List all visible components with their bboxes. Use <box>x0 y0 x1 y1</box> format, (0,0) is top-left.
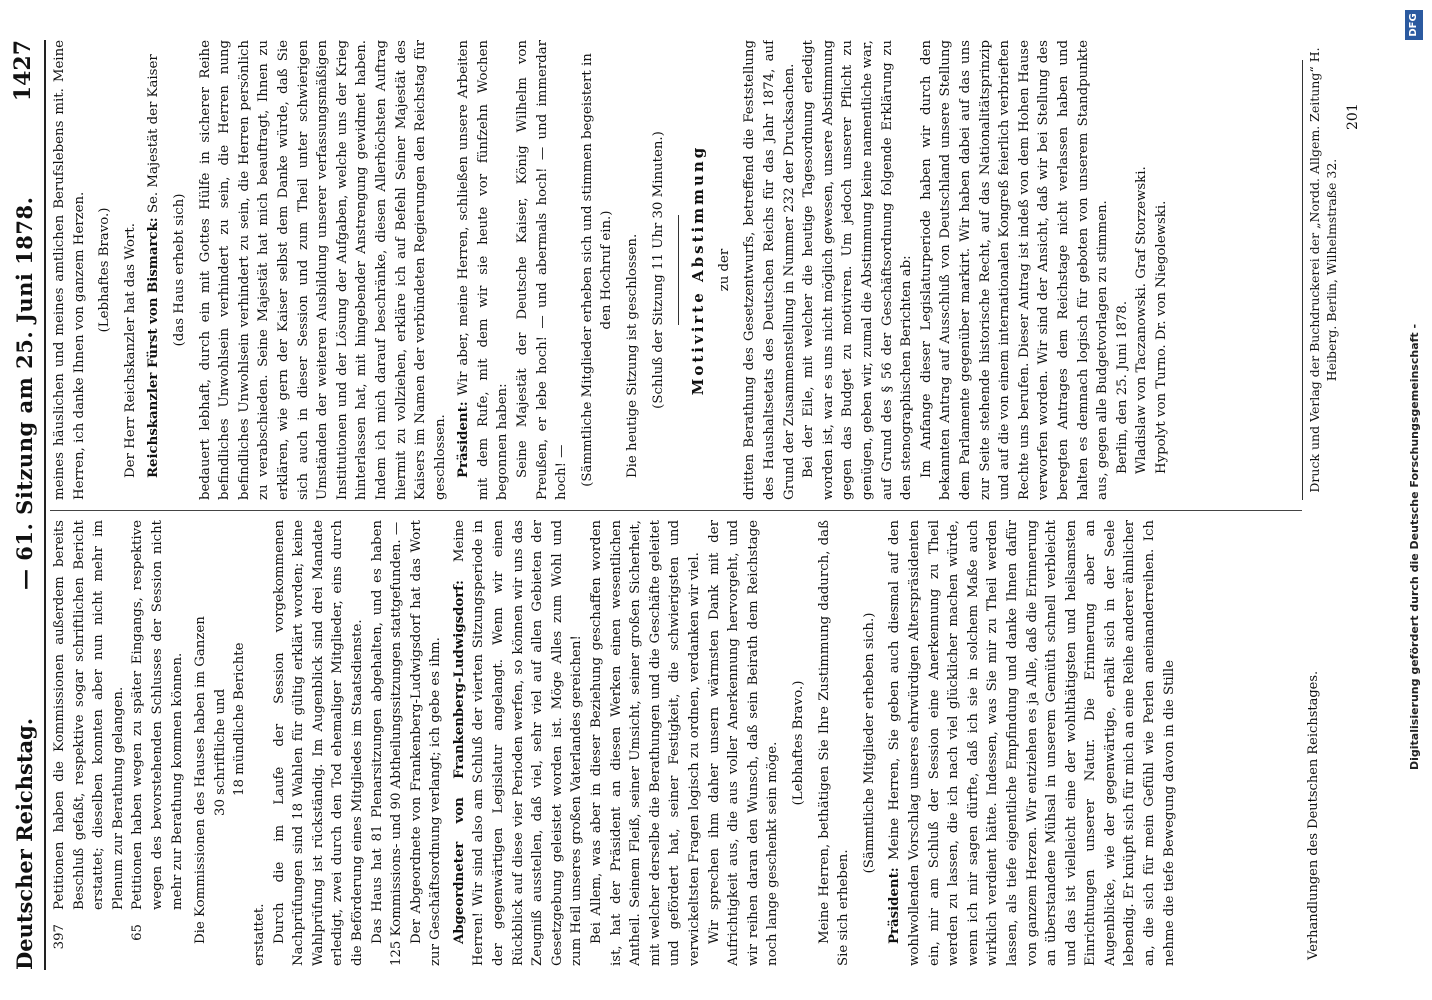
section-title: Motivirte Abstimmung <box>689 144 708 396</box>
total-line: 30 schriftliche und <box>212 688 228 816</box>
close-time: (Schluß der Sitzung 11 Uhr 30 Minuten.) <box>650 131 666 409</box>
paragraph: Seine Majestät der Deutsche Kaiser, König Wilhelm von Preußen, er lebe hoch! — und abermals hoch! — und immerdar hoch! — <box>515 40 570 500</box>
page-header <box>8 40 42 970</box>
list-number: 397 <box>52 924 67 950</box>
list-text: Petitionen haben die Kommissionen außerdem bereits Beschluß gefaßt, respektive sogar schriftlichen Bericht erstattet; dieselben konnten aber nun nicht mehr im Plenum zur Berathung gelangen. <box>52 520 126 910</box>
left-column <box>50 520 1302 966</box>
speaker-name: Abgeordneter von Frankenberg-Ludwigsdorf: <box>451 580 467 944</box>
speech-paragraph <box>454 40 513 500</box>
stage-direction: (Sämmtliche Mitglieder erheben sich und stimmen begeistert in den Hochruf ein.) <box>579 53 615 487</box>
digitization-note: Digitalisierung gefördert durch die Deutsche Forschungsgemeinschaft - <box>1408 323 1421 770</box>
paragraph: Die Kommissionen des Hauses haben im Ganzen <box>193 616 209 944</box>
paragraph: dritten Berathung des Gesetzentwurfs, betreffend die Feststellung des Haushaltsetats des Deutschen Reichs für das Jahr 1874, auf Grund der Zusammenstellung in Nummer 232 der Drucksachen. <box>742 40 797 500</box>
paragraph: Das Haus hat 81 Plenarsitzungen abgehalten, und es haben 125 Kommissions- und 90 Abtheilungssitzungen stattgefunden. — <box>369 520 405 966</box>
speech-text: Wir aber, meine Herren, schließen unsere Arbeiten mit dem Rufe, mit dem wir sie heute vor fünfzehn Wochen begonnen haben: <box>456 40 511 500</box>
list-item <box>128 520 187 966</box>
column-divider <box>50 510 1302 511</box>
paragraph: bedauert lebhaft, durch ein mit Gottes Hülfe in sicherer Reihe befindliches Unwohlsein verhindert zu sein, die Herren nung befindliches Unwohlsein verhindert zu sein, die Herren persönlich zu verabschieden. Seine Majestät hat mich beauftragt, Ihnen zu erklären, wie gern der Kaiser selbst dem Danke würde, daß Sie sich auch in dieser Session und zum Theil unter schwierigen Umständen der weiteren Ausbildung unserer verfassungsmäßigen Institutionen und der Lösung der Aufgaben, welche uns der Krieg hinterlassen hat, mit hingebender Anstrengung gewidmet haben. Indem ich mich darauf beschränke, diesen Allerhöchsten Auftrag hiermit zu vollziehen, erkläre ich auf Befehl Seiner Majestät des Kaisers im Namen der verbündeten Regierungen den Reichstag für geschlossen. <box>197 40 448 500</box>
header-center: — 61. Sitzung am 25. Juni 1878. <box>12 196 37 590</box>
stage-direction: (Lebhaftes Bravo.) <box>97 207 113 333</box>
stage-direction: (das Haus erhebt sich) <box>171 193 187 347</box>
stage-direction: (Sämmtliche Mitglieder erheben sich.) <box>861 612 877 874</box>
dfg-logo: DFG <box>1405 10 1423 40</box>
total-line: 18 mündliche Berichte <box>232 642 248 796</box>
header-rule <box>44 40 46 970</box>
list-item <box>50 520 128 966</box>
right-column <box>50 40 1302 500</box>
paragraph: Bei der Eile, mit welcher die heutige Tagesordnung erledigt worden ist, war es uns nicht möglich gewesen, unsere Abstimmung gegen das Budget zu motiviren. Um jedoch unserer Pflicht zu genügen, geben wir, zumal die Abstimmung keine namentliche war, auf Grund des § 56 der Geschäftsordnung folgende Erklärung zu den stenographischen Berichten ab: <box>801 40 915 500</box>
list-number: 65 <box>130 924 146 941</box>
date-place: Berlin, den 25. Juni 1878. <box>1114 300 1130 474</box>
speaker-name: Präsident: <box>456 401 472 478</box>
header-left: Deutscher Reichstag. <box>12 717 37 970</box>
section-rule <box>678 215 679 325</box>
speech-paragraph <box>144 40 164 500</box>
imprint: Druck und Verlag der Buchdruckerei der „Nordd. Allgem. Zeitung“ H. Heiberg. Berlin, Wilhelmstraße 32. <box>1307 47 1339 493</box>
speech-text: Meine Herren, Sie geben auch diesmal auf den wohlwollenden Vorschlag unseres ehrwürdigen Alterspräsidenten ein, mir am Schluß der Session eine Anerkennung zu Theil werden zu lassen, die ich nach viel glücklicher machen würde, wenn ich mir sagen dürfte, daß ich sie in solchem Maße auch wirklich verdient hätte. Indessen, was Sie mir zu Theil werden lassen, als tiefe eigentliche Empfindung und danke Ihnen dafür von ganzem Herzen. Wir entziehen es ja Alle, daß die Erinnerung an überstandene Mühsal in unserem Gemüth schnell verbleicht und das ist vielleicht eine der wohlthätigsten und heilsamsten Einrichtungen unserer Natur. Die Erinnerung aber an Augenblicke, wie der gegenwärtige, erhält sich in der Seele lebendig. Er knüpft sich für mich an eine Reihe anderer ähnlicher an, die sich für mein Gefühl wie Perlen aneinanderreihen. Ich nehme die tiefe Bewegung davon in die Stille <box>887 520 1177 966</box>
stage-direction: (Lebhaftes Bravo.) <box>790 680 806 806</box>
paragraph: Bei Allem, was aber in dieser Beziehung geschaffen worden ist, hat der Präsident an diesen Werken einen wesentlichen Antheil. Seinem Fleiß, seiner Umsicht, seiner großen Sicherheit, mit welcher derselbe die Berathungen und die Geschäfte geleitet und gefördert hat, seiner Festigkeit, die schwierigsten und verwickeltsten Fragen logisch zu ordnen, verdanken wir viel. <box>589 520 702 966</box>
list-text: Petitionen haben wegen zu später Eingangs, respektive wegen des bevorstehenden Schlusses der Session nicht mehr zur Berathung kommen können. <box>130 520 185 910</box>
digitization-strip <box>1400 0 1430 1000</box>
page-number: 1427 <box>10 40 36 102</box>
paragraph: Im Anfange dieser Legislaturperiode haben wir durch den bekannten Antrag auf Ausschluß von Deutschland unsere Stellung dem Parlamente gegenüber markirt. Wir haben dabei auf das uns zur Seite stehende historische Recht, auf das Nationalitätsprinzip und auf die von einem internationalen Kongreß feierlich verbrieften Rechte uns berufen. Dieser Antrag ist indeß von dem Hohen Hause verworfen worden. Wir sind der Ansicht, daß wir bei Stellung des beregten Antrages dem Reichstage nicht verlassen haben und halten es demnach logisch für geboten von unserem Standpunkte aus, gegen alle Budgetvorlagen zu stimmen. <box>918 40 1111 500</box>
signatures: Hypolyt von Turno. Dr. von Niegolewski. <box>1153 200 1169 474</box>
speaker-name: Präsident: <box>887 867 903 944</box>
speech-text: Se. Majestät der Kaiser <box>146 54 162 214</box>
paragraph: Meine Herren, bethätigen Sie Ihre Zustimmung dadurch, daß Sie sich erheben. <box>816 520 852 966</box>
speech-text: Meine Herren! Wir sind also am Schluß der vierten Sitzungsperiode in der gegenwärtigen Legislatur angelangt. Wenn wir einen Rückblick auf diese vier Perioden werfen, so können wir uns das Zeugniß ausstellen, daß viel, sehr viel auf allen Gebieten der Gesetzgebung geleistet worden ist. Möge Alles zum Wohl und zum Heil unseres großen Vaterlandes gereichen! <box>451 520 585 966</box>
speech-paragraph <box>450 520 587 966</box>
speech-paragraph <box>885 520 1179 966</box>
footer-note: Verhandlungen des Deutschen Reichstages. <box>1306 670 1321 960</box>
paragraph: Der Herr Reichskanzler hat das Wort. <box>122 223 138 478</box>
paragraph: Wir sprechen ihm daher unsern wärmsten Dank mit der Aufrichtigkeit aus, die aus voller Anerkennung hervorgeht, und wir reihen daran den Wunsch, daß sein Beirath dem Reichstage noch lange geschenkt sein möge. <box>706 520 781 966</box>
paragraph: meines häuslichen und meines amtlichen Berufslebens mit. Meine Herren, ich danke Ihnen von ganzem Herzen. <box>52 40 87 500</box>
paragraph: Durch die im Laufe der Session vorgekommenen Nachprüfungen sind 18 Wahlen für gültig erklärt worden; keine Wahlprüfung ist rückständig. Im Augenblick sind drei Mandate erledigt, zwei durch den Tod ehemaliger Mitglieder, eins durch die Beförderung eines Mitgliedes im Staatsdienste. <box>271 520 365 966</box>
signatures: Wladislaw von Taczanowski. Graf Storzewski. <box>1134 166 1150 474</box>
paragraph: Der Abgeordnete von Frankenberg-Ludwigsdorf hat das Wort zur Geschäftsordnung verlangt; ich gebe es ihm. <box>408 520 444 966</box>
speaker-name: Reichskanzler Fürst von Bismarck: <box>146 217 162 478</box>
paragraph: Die heutige Sitzung ist geschlossen. <box>625 233 641 478</box>
section-subtitle: zu der <box>716 248 732 292</box>
sheet-number: 201 <box>1345 103 1361 130</box>
paragraph: erstattet. <box>251 903 267 966</box>
imprint-rule <box>1302 60 1303 500</box>
